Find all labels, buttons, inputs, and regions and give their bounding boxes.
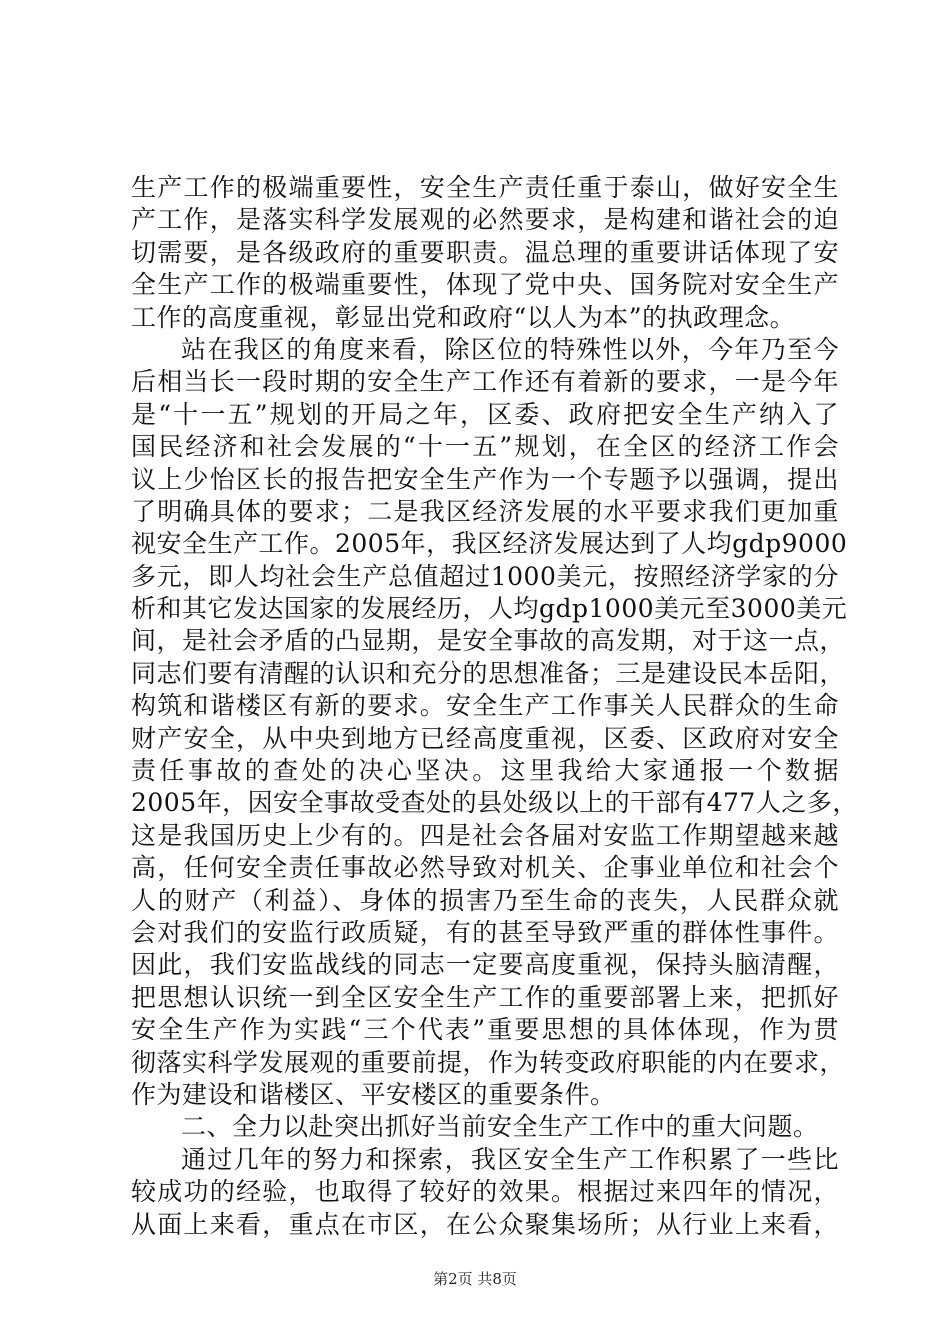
text-line: 视安全生产工作。2005年，我区经济发展达到了人均gdp9000 — [131, 529, 848, 559]
text-line: 作为建设和谐楼区、平安楼区的重要条件。 — [131, 1079, 616, 1109]
text-line: 财产安全，从中央到地方已经高度重视，区委、区政府对安全 — [131, 723, 839, 753]
text-line: 会对我们的安监行政质疑，有的甚至导致严重的群体性事件。 — [131, 917, 839, 947]
text-line: 多元，即人均社会生产总值超过1000美元，按照经济学家的分 — [131, 561, 839, 591]
text-line: 这是我国历史上少有的。四是社会各届对安监工作期望越来越 — [131, 820, 839, 850]
body-text — [131, 172, 858, 1241]
text-line: 国民经济和社会发展的“十一五”规划，在全区的经济工作会 — [131, 432, 839, 462]
text-line: 安全生产作为实践“三个代表”重要思想的具体体现，作为贯 — [131, 1015, 839, 1045]
text-line: 构筑和谐楼区有新的要求。安全生产工作事关人民群众的生命 — [131, 691, 839, 721]
paragraph-first-line: 站在我区的角度来看，除区位的特殊性以外，今年乃至今 — [181, 334, 839, 364]
text-line: 析和其它发达国家的发展经历，人均gdp1000美元至3000美元 — [131, 594, 848, 624]
text-line: 从面上来看，重点在市区，在公众聚集场所；从行业上来看， — [131, 1209, 839, 1239]
page-number-label: 第2页 共8页 — [433, 1270, 517, 1288]
text-line: 彻落实科学发展观的重要前提，作为转变政府职能的内在要求， — [131, 1047, 846, 1077]
text-line: 责任事故的查处的决心坚决。这里我给大家通报一个数据 — [131, 756, 839, 786]
text-line: 生产工作的极端重要性，安全生产责任重于泰山，做好安全生 — [131, 173, 839, 202]
text-line: 工作的高度重视，彰显出党和政府“以人为本”的执政理念。 — [131, 302, 796, 332]
text-line: 同志们要有清醒的认识和充分的思想准备；三是建设民本岳阳， — [131, 658, 846, 688]
text-line: 2005年，因安全事故受查处的县处级以上的干部有477人之多， — [131, 788, 858, 818]
text-line: 较成功的经验，也取得了较好的效果。根据过来四年的情况， — [131, 1177, 839, 1207]
text-line: 切需要，是各级政府的重要职责。温总理的重要讲话体现了安 — [131, 237, 839, 267]
text-line: 因此，我们安监战线的同志一定要高度重视，保持头脑清醒， — [131, 950, 839, 980]
text-line: 是“十一五”规划的开局之年，区委、政府把安全生产纳入了 — [131, 399, 839, 429]
text-line: 议上少怡区长的报告把安全生产作为一个专题予以强调，提出 — [131, 464, 839, 494]
section-heading: 二、全力以赴突出抓好当前安全生产工作中的重大问题。 — [181, 1112, 819, 1142]
text-line: 后相当长一段时期的安全生产工作还有着新的要求，一是今年 — [131, 367, 839, 397]
text-line: 了明确具体的要求；二是我区经济发展的水平要求我们更加重 — [131, 496, 839, 526]
text-line: 间，是社会矛盾的凸显期，是安全事故的高发期，对于这一点， — [131, 626, 846, 656]
page-footer — [0, 1268, 950, 1289]
paragraph-first-line: 通过几年的努力和探索，我区安全生产工作积累了一些比 — [181, 1144, 839, 1174]
text-line: 人的财产（利益）、身体的损害乃至生命的丧失，人民群众就 — [131, 885, 839, 915]
text-line: 把思想认识统一到全区安全生产工作的重要部署上来，把抓好 — [131, 982, 839, 1012]
text-line: 全生产工作的极端重要性，体现了党中央、国务院对安全生产 — [131, 270, 839, 300]
text-line: 高，任何安全责任事故必然导致对机关、企事业单位和社会个 — [131, 853, 839, 883]
text-line: 产工作，是落实科学发展观的必然要求，是构建和谐社会的迫 — [131, 205, 839, 235]
